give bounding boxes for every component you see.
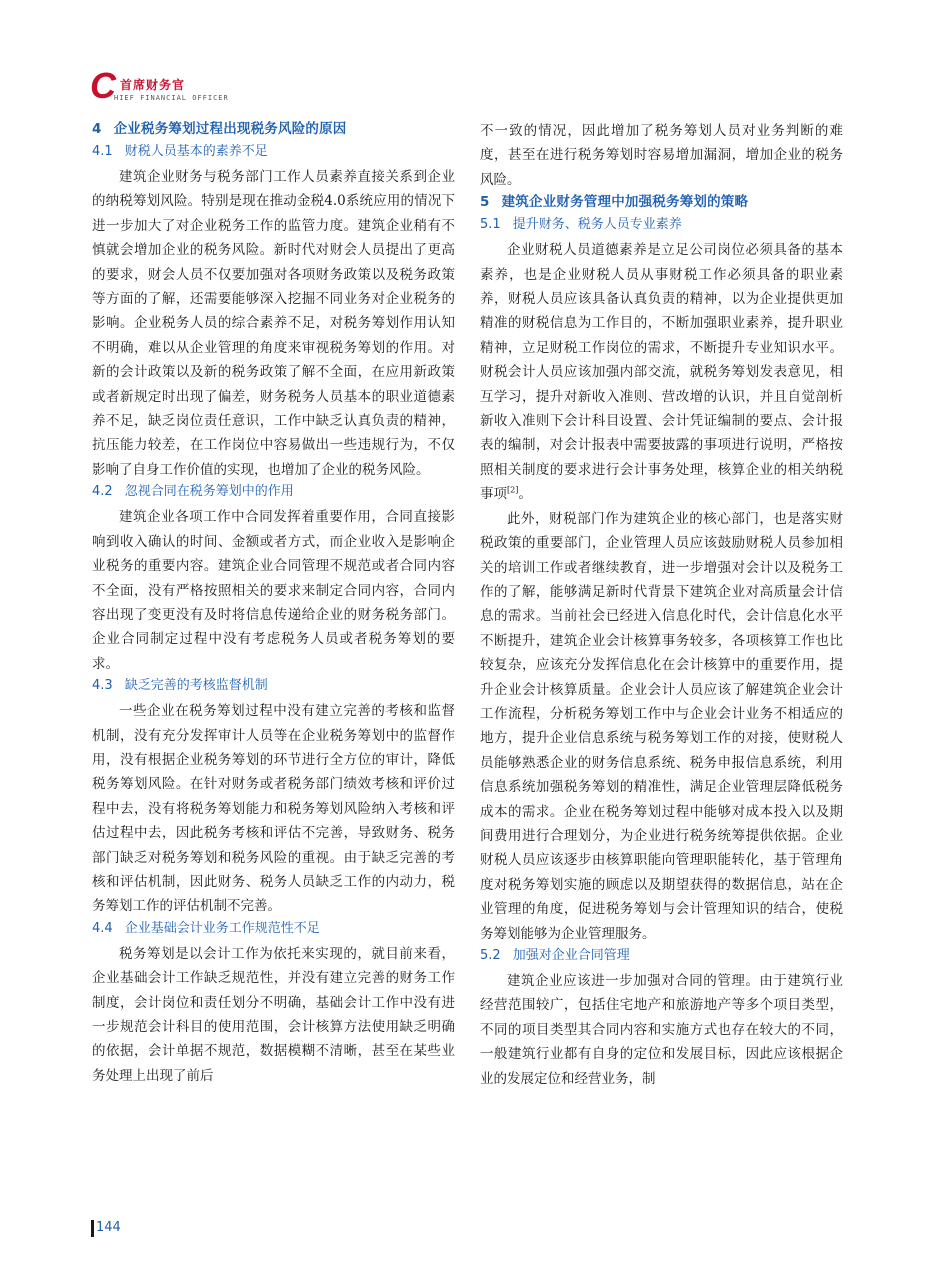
- paragraph-5-2: 建筑企业应该进一步加强对合同的管理。由于建筑行业经营范围较广，包括住宅地产和旅游地产等多个项目类型，不同的项目类型其合同内容和实施方式也存在较大的不同，一般建筑行业都有自身的定位和发展目标，因此应该根据企业的发展定位和经营业务，制: [480, 973, 843, 1087]
- paragraph-5-1-b: 此外，财税部门作为建筑企业的核心部门，也是落实财税政策的重要部门，企业管理人员应该鼓励财税人员参加相关的培训工作或者继续教育，进一步增强对会计以及税务工作的了解，能够满足新时代背景下建筑企业对高质量会计信息的需求。当前社会已经进入信息化时代，会计信息化水平不断提升，建筑企业会计核算事务较多，各项核算工作也比较复杂，应该充分发挥信息化在会计核算中的重要作用，提升企业会计核算质量。企业会计人员应该了解建筑企业会计工作流程，分析税务筹划工作中与企业会计业务不相适应的地方，提升企业信息系统与税务筹划工作的对接，使财税人员能够熟悉企业的财务信息系统、税务申报信息系统，利用信息系统加强税务筹划的精准性，满足企业管理层降低税务成本的需求。企业在税务筹划过程中能够对成本投入以及期间费用进行合理划分，为企业进行税务统筹提供依据。企业财税人员应该逐步由核算职能向管理职能转化，基于管理角度对税务筹划实施的顾虑以及期望获得的数据信息，站在企业管理的角度，促进税务筹划与会计管理知识的结合，使税务筹划能够为企业管理服务。: [480, 510, 843, 942]
- paragraph-4-3: 一些企业在税务筹划过程中没有建立完善的考核和监督机制，没有充分发挥审计人员等在企业税务筹划中的监督作用，没有根据企业税务筹划的环节进行全方位的审计，降低税务筹划风险。在针对财务或者税务部门绩效考核和评价过程中去，没有将税务筹划能力和税务筹划风险纳入考核和评估过程中去，因此税务考核和评估不完善，导致财务、税务部门缺乏对税务筹划和税务风险的重视。由于缺乏完善的考核和评估机制，因此财务、税务人员缺乏工作的内动力，税务筹划工作的评估机制不完善。: [92, 703, 455, 915]
- paragraph-4-4-continued: 不一致的情况，因此增加了税务筹划人员对业务判断的难度，甚至在进行税务筹划时容易增加漏洞，增加企业的税务风险。: [480, 123, 843, 188]
- section-4-4-heading: 4.4 企业基础会计业务工作规范性不足: [92, 920, 320, 936]
- section-5-2-heading: 5.2 加强对企业合同管理: [480, 948, 630, 963]
- citation-ref: [2]: [507, 485, 519, 495]
- logo-chinese-title: 首席财务官: [120, 78, 186, 92]
- section-4-2-heading: 4.2 忽视合同在税务筹划中的作用: [92, 484, 294, 500]
- left-column: [92, 119, 455, 1088]
- section-4-1-heading: 4.1 财税人员基本的素养不足: [92, 144, 268, 159]
- page-number-bar: [91, 1220, 94, 1237]
- paragraph-4-2: 建筑企业各项工作中合同发挥着重要作用，合同直接影响到收入确认的时间、金额或者方式，而企业收入是影响企业税务的重要内容。建筑企业合同管理不规范或者合同内容不全面，没有严格按照相关的要求来制定合同内容，合同内容出现了变更没有及时将信息传递给企业的财务税务部门。企业合同制定过程中没有考虑税务人员或者税务筹划的要求。: [92, 509, 455, 672]
- section-4-heading: 4 企业税务筹划过程出现税务风险的原因: [92, 121, 347, 137]
- right-column: [480, 119, 843, 1091]
- section-4-3-heading: 4.3 缺乏完善的考核监督机制: [92, 678, 268, 694]
- paragraph-5-1-a: 企业财税人员道德素养是立足公司岗位必须具备的基本素养，也是企业财税人员从事财税工作必须具备的职业素养，财税人员应该具备认真负责的精神，以为企业提供更加精准的财税信息为工作目的，不断加强职业素养，提升职业精神，立足财税工作岗位的需求，不断提升专业知识水平。财税会计人员应该加强内部交流，就税务筹划发表意见，相互学习，提升对新收入准则、营改增的认识，并且自觉剖析新收入准则下会计科目设置、会计凭证编制的要点、会计报表的编制，对会计报表中需要披露的事项进行说明，严格按照相关制度的要求进行会计事务处理，核算企业的相关纳税事项[2]。: [480, 242, 843, 503]
- magazine-logo: [90, 65, 230, 108]
- page-number: 144: [96, 1220, 121, 1235]
- paragraph-4-4: 税务筹划是以会计工作为依托来实现的，就目前来看，企业基础会计工作缺乏规范性，并没有建立完善的财务工作制度，会计岗位和责任划分不明确，基础会计工作中没有进一步规范会计科目的使用范围，会计核算方法使用缺乏明确的依据，会计单据不规范，数据模糊不清晰，甚至在某些业务处理上出现了前后: [92, 945, 455, 1084]
- section-5-heading: 5 建筑企业财务管理中加强税务筹划的策略: [480, 194, 749, 211]
- logo-english-title: HIEF FINANCIAL OFFICER: [114, 94, 229, 102]
- paragraph-4-1: 建筑企业财务与税务部门工作人员素养直接关系到企业的纳税筹划风险。特别是现在推动金税4.0系统应用的情况下进一步加大了对企业税务工作的监管力度。建筑企业稍有不慎就会增加企业的税务风险。新时代对财会人员提出了更高的要求，财会人员不仅要加强对各项财务政策以及税务政策等方面的了解，还需要能够深入挖掘不同业务对企业税务的影响。企业税务人员的综合素养不足，对税务筹划作用认知不明确，难以从企业管理的角度来审视税务筹划的作用。对新的会计政策以及新的税务政策了解不全面，在应用新政策或者新规定时出现了偏差，财务税务人员基本的职业道德素养不足，缺乏岗位责任意识，工作中缺乏认真负责的精神，抗压能力较差，在工作岗位中容易做出一些违规行为，不仅影响了自身工作价值的实现，也增加了企业的税务风险。: [92, 169, 455, 478]
- logo-c-mark: C: [90, 65, 116, 106]
- section-5-1-heading: 5.1 提升财务、税务人员专业素养: [480, 217, 682, 233]
